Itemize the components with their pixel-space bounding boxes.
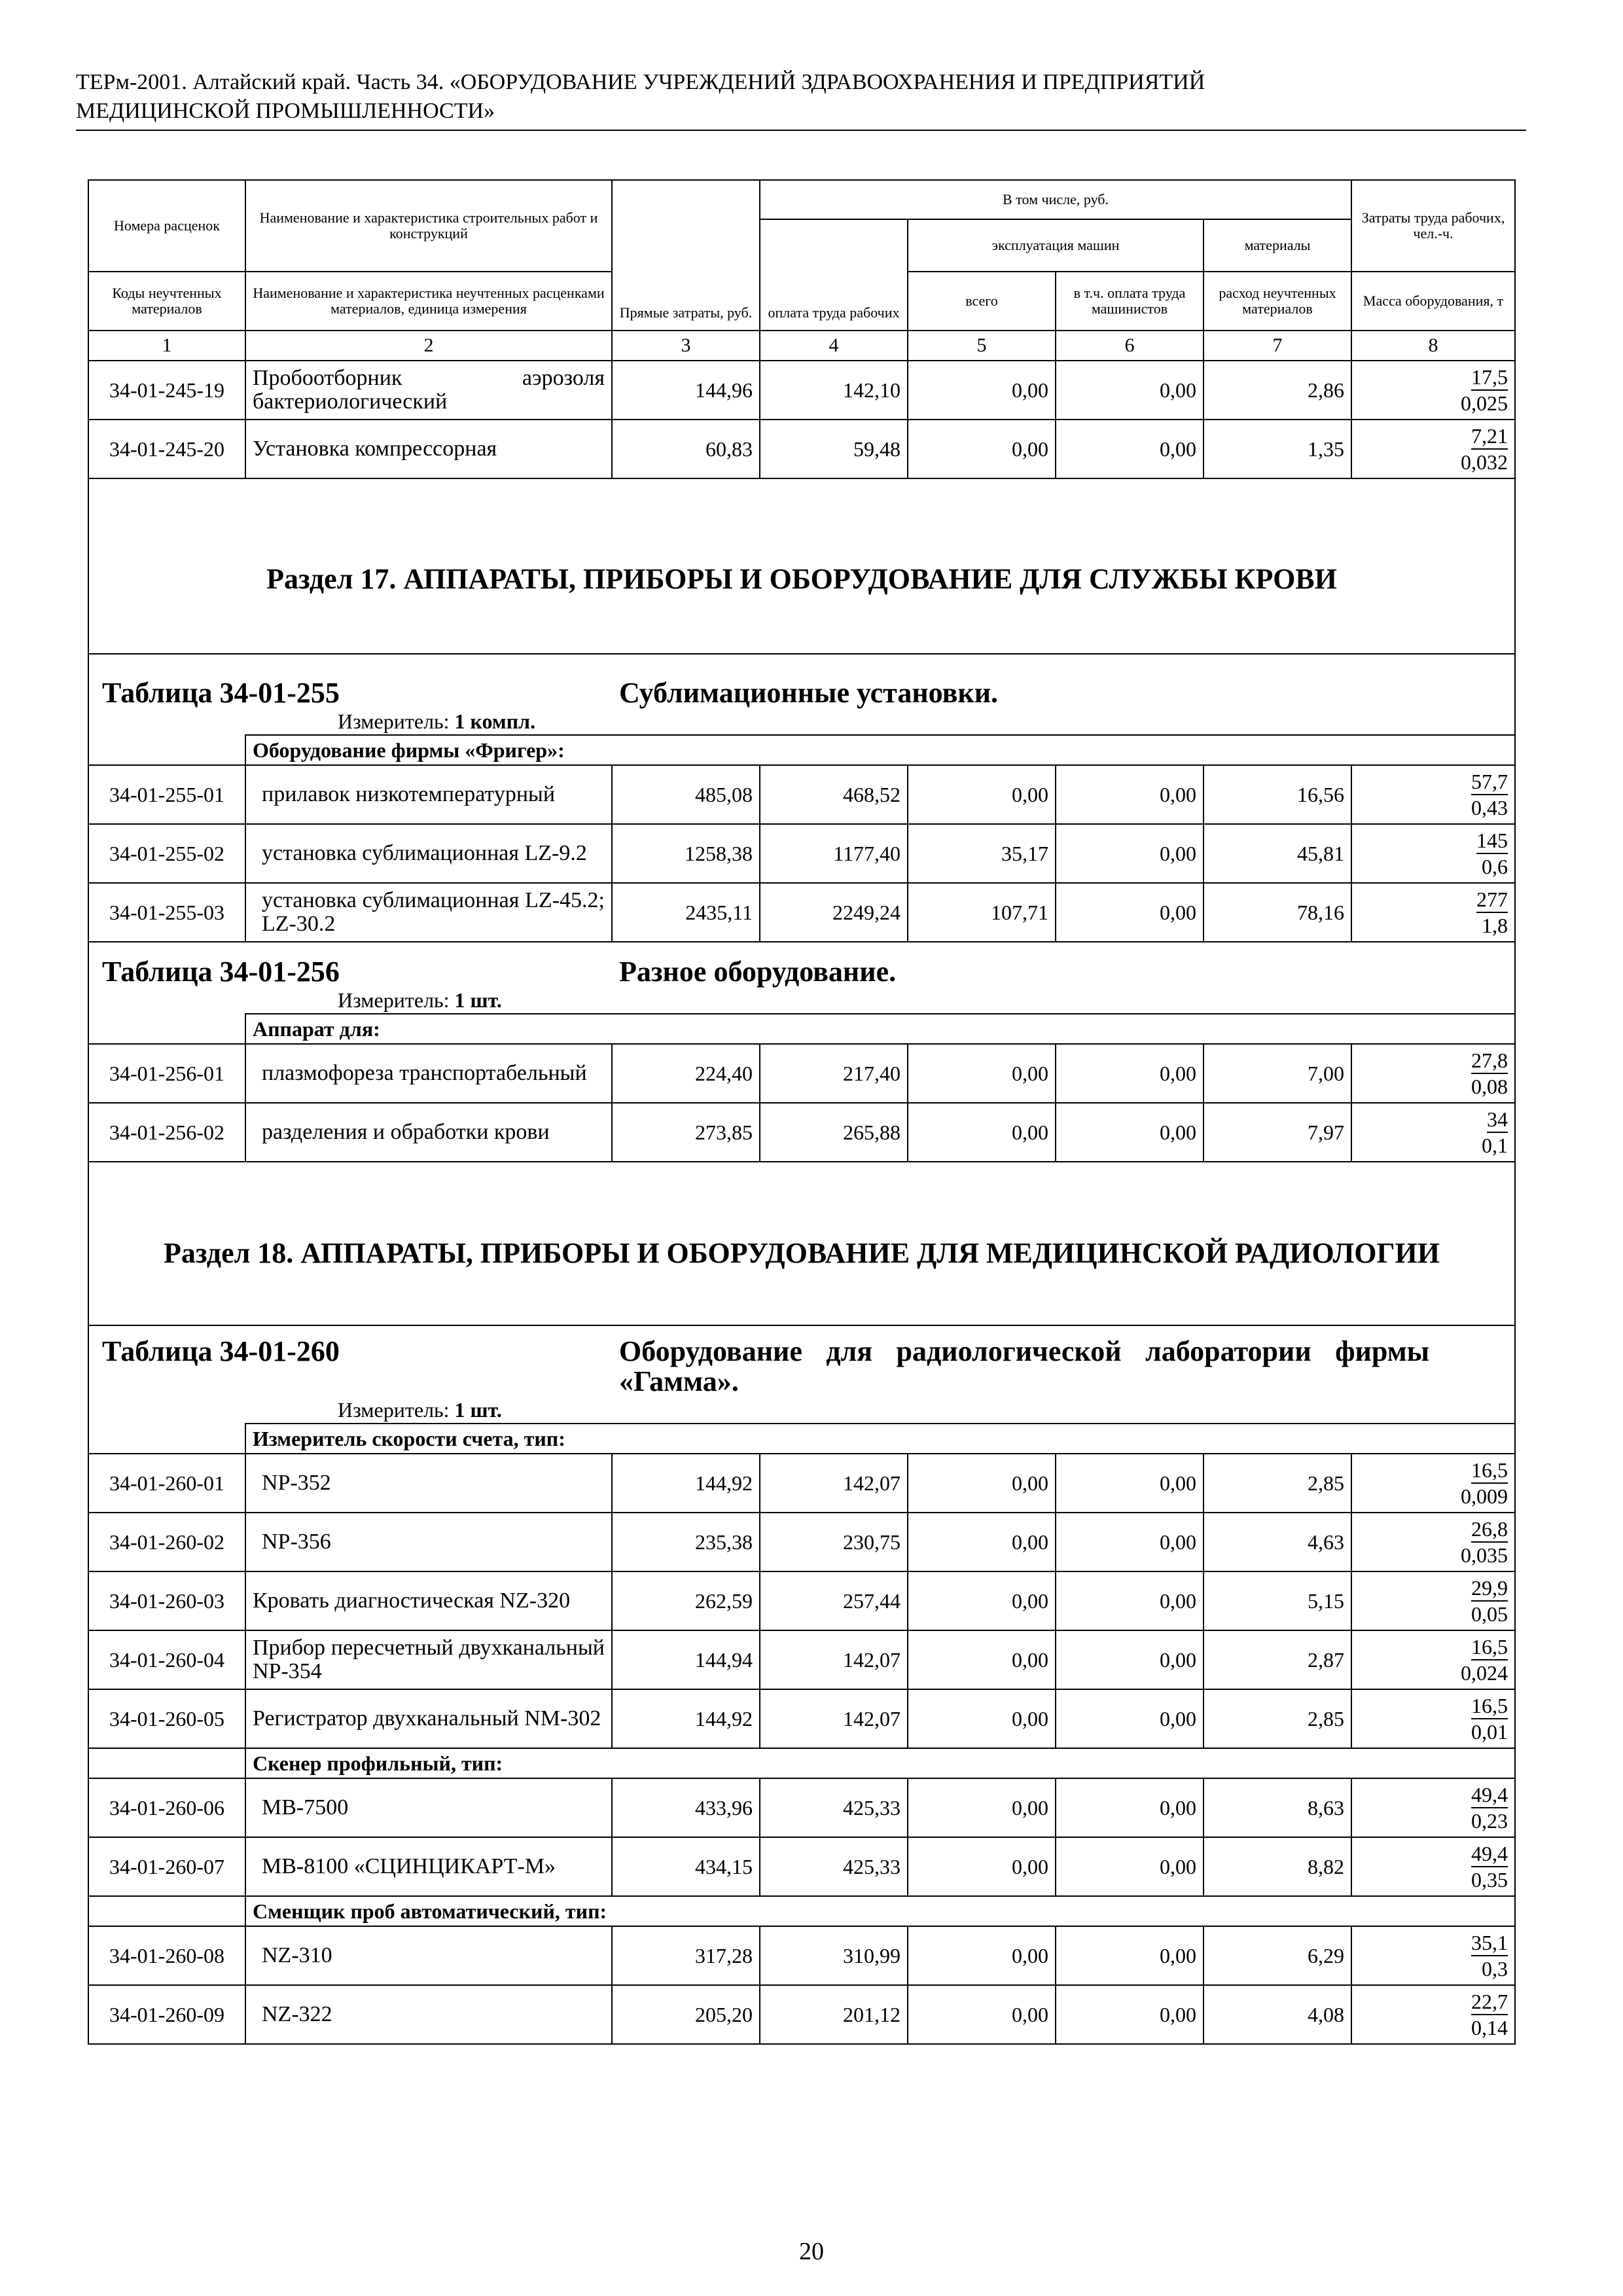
rate-code: 34-01-255-03 xyxy=(88,883,245,942)
equipment-mass: 0,6 xyxy=(1482,855,1508,878)
table-255-number: Таблица 34-01-255 xyxy=(102,677,340,709)
rate-name: Кровать диагностическая NZ-320 xyxy=(245,1571,612,1630)
group-label: Измеритель скорости счета, тип: xyxy=(245,1424,1515,1454)
equipment-mass: 0,23 xyxy=(1471,1809,1508,1833)
labor-mass-cell xyxy=(1351,824,1515,883)
table-row xyxy=(88,1926,1515,1985)
labor-hours: 27,8 xyxy=(1471,1048,1508,1074)
group-label: Оборудование фирмы «Фригер»: xyxy=(245,735,1515,765)
measure-value: 1 шт. xyxy=(454,988,502,1012)
col-6-header: в т.ч. оплата труда машинистов xyxy=(1056,272,1204,331)
labor-pay: 142,07 xyxy=(760,1454,908,1513)
equipment-mass: 0,05 xyxy=(1471,1602,1508,1626)
labor-mass-cell xyxy=(1351,1571,1515,1630)
machines-total: 0,00 xyxy=(908,1044,1056,1103)
materials: 45,81 xyxy=(1204,824,1351,883)
table-260-measure xyxy=(89,1397,1514,1423)
labor-hours: 16,5 xyxy=(1471,1693,1508,1719)
page-number: 20 xyxy=(799,2238,824,2265)
equipment-mass: 0,009 xyxy=(1461,1484,1508,1508)
rate-name: NZ-310 xyxy=(245,1926,612,1985)
machines-total: 0,00 xyxy=(908,1513,1056,1571)
machines-total: 35,17 xyxy=(908,824,1056,883)
blank-cell xyxy=(88,1014,245,1044)
operator-pay: 0,00 xyxy=(1056,765,1204,824)
blank-cell xyxy=(88,1748,245,1778)
direct-cost: 144,96 xyxy=(612,361,760,420)
materials: 2,85 xyxy=(1204,1454,1351,1513)
table-row xyxy=(88,1778,1515,1837)
rate-name: Установка компрессорная xyxy=(245,420,612,478)
equipment-mass: 0,032 xyxy=(1461,450,1508,474)
rate-name: NP-356 xyxy=(245,1513,612,1571)
col-5-header: всего xyxy=(908,272,1056,331)
rate-name: плазмофореза транспортабельный xyxy=(245,1044,612,1103)
direct-cost: 205,20 xyxy=(612,1985,760,2044)
rate-name: NZ-322 xyxy=(245,1985,612,2044)
direct-cost: 224,40 xyxy=(612,1044,760,1103)
materials: 2,85 xyxy=(1204,1689,1351,1748)
machines-total: 0,00 xyxy=(908,1630,1056,1689)
labor-pay: 2249,24 xyxy=(760,883,908,942)
operator-pay: 0,00 xyxy=(1056,1926,1204,1985)
direct-cost: 1258,38 xyxy=(612,824,760,883)
labor-mass-cell xyxy=(1351,1837,1515,1896)
labor-pay: 265,88 xyxy=(760,1103,908,1162)
equipment-mass: 1,8 xyxy=(1482,914,1508,937)
col-1-header-a: Номера расценок xyxy=(88,180,245,272)
col-2-header-a: Наименование и характеристика строительных работ и конструкций xyxy=(245,180,612,272)
measure-value: 1 шт. xyxy=(454,1398,502,1422)
equipment-mass: 0,035 xyxy=(1461,1543,1508,1567)
rate-name: Регистратор двухканальный NM-302 xyxy=(245,1689,612,1748)
labor-pay: 257,44 xyxy=(760,1571,908,1630)
labor-hours: 49,4 xyxy=(1471,1841,1508,1867)
col-num: 6 xyxy=(1056,331,1204,361)
labor-mass-cell xyxy=(1351,883,1515,942)
machines-total: 0,00 xyxy=(908,1689,1056,1748)
rate-code: 34-01-260-07 xyxy=(88,1837,245,1896)
equipment-mass: 0,3 xyxy=(1482,1957,1508,1981)
table-255-title: Сублимационные установки. xyxy=(619,677,999,709)
materials: 8,63 xyxy=(1204,1778,1351,1837)
rate-name: прилавок низкотемпературный xyxy=(245,765,612,824)
rate-code: 34-01-245-20 xyxy=(88,420,245,478)
table-row xyxy=(88,1689,1515,1748)
rate-code: 34-01-260-05 xyxy=(88,1689,245,1748)
materials: 5,15 xyxy=(1204,1571,1351,1630)
direct-cost: 2435,11 xyxy=(612,883,760,942)
rate-code: 34-01-260-04 xyxy=(88,1630,245,1689)
labor-hours: 17,5 xyxy=(1471,365,1508,391)
measure-label: Измеритель: xyxy=(338,709,450,733)
labor-pay: 217,40 xyxy=(760,1044,908,1103)
materials: 2,87 xyxy=(1204,1630,1351,1689)
machines-total: 0,00 xyxy=(908,1778,1056,1837)
rate-name: NP-352 xyxy=(245,1454,612,1513)
rate-name: MB-7500 xyxy=(245,1778,612,1837)
table-260-title: Оборудование для радиологической лаборатории фирмы «Гамма». xyxy=(619,1335,1430,1397)
table-row xyxy=(88,824,1515,883)
equipment-mass: 0,025 xyxy=(1461,391,1508,415)
operator-pay: 0,00 xyxy=(1056,824,1204,883)
rate-code: 34-01-260-01 xyxy=(88,1454,245,1513)
col-num: 1 xyxy=(88,331,245,361)
equipment-mass: 0,024 xyxy=(1461,1661,1508,1685)
machines-total: 0,00 xyxy=(908,1926,1056,1985)
direct-cost: 235,38 xyxy=(612,1513,760,1571)
direct-cost: 60,83 xyxy=(612,420,760,478)
labor-hours: 34 xyxy=(1487,1107,1508,1133)
group-label: Сменщик проб автоматический, тип: xyxy=(245,1896,1515,1926)
group-label: Аппарат для: xyxy=(245,1014,1515,1044)
materials: 4,08 xyxy=(1204,1985,1351,2044)
machines-total: 0,00 xyxy=(908,361,1056,420)
labor-hours: 57,7 xyxy=(1471,769,1508,795)
labor-pay: 468,52 xyxy=(760,765,908,824)
direct-cost: 317,28 xyxy=(612,1926,760,1985)
labor-pay: 142,07 xyxy=(760,1689,908,1748)
table-row xyxy=(88,1985,1515,2044)
rate-name: Пробоотборник аэрозоля бактериологический xyxy=(245,361,612,420)
direct-cost: 262,59 xyxy=(612,1571,760,1630)
operator-pay: 0,00 xyxy=(1056,1630,1204,1689)
col-8-header-a: Затраты труда рабочих, чел.-ч. xyxy=(1351,180,1515,272)
col-8-header-b: Масса оборудования, т xyxy=(1351,272,1515,331)
blank-cell xyxy=(88,1424,245,1454)
rate-code: 34-01-256-01 xyxy=(88,1044,245,1103)
col-2-header-b: Наименование и характеристика неучтенных расценками материалов, единица измерения xyxy=(245,272,612,331)
labor-pay: 59,48 xyxy=(760,420,908,478)
rate-code: 34-01-260-03 xyxy=(88,1571,245,1630)
materials: 4,63 xyxy=(1204,1513,1351,1571)
measure-label: Измеритель: xyxy=(338,1398,450,1422)
operator-pay: 0,00 xyxy=(1056,1689,1204,1748)
labor-pay: 1177,40 xyxy=(760,824,908,883)
labor-hours: 16,5 xyxy=(1471,1634,1508,1660)
table-256-title: Разное оборудование. xyxy=(619,956,897,988)
col-num: 8 xyxy=(1351,331,1515,361)
direct-cost: 144,92 xyxy=(612,1454,760,1513)
labor-pay: 142,10 xyxy=(760,361,908,420)
operator-pay: 0,00 xyxy=(1056,883,1204,942)
table-row xyxy=(88,1103,1515,1162)
rate-name: Прибор пересчетный двухканальный NP-354 xyxy=(245,1630,612,1689)
table-256-heading xyxy=(88,942,1515,1014)
materials: 2,86 xyxy=(1204,361,1351,420)
labor-pay: 310,99 xyxy=(760,1926,908,1985)
header-line-2: МЕДИЦИНСКОЙ ПРОМЫШЛЕННОСТИ» xyxy=(76,99,495,123)
labor-mass-cell xyxy=(1351,1985,1515,2044)
labor-pay: 201,12 xyxy=(760,1985,908,2044)
labor-hours: 26,8 xyxy=(1471,1516,1508,1543)
table-256-number: Таблица 34-01-256 xyxy=(102,956,340,988)
rate-name: установка сублимационная LZ-9.2 xyxy=(245,824,612,883)
section-18-title: Раздел 18. АППАРАТЫ, ПРИБОРЫ И ОБОРУДОВАНИЕ ДЛЯ МЕДИЦИНСКОЙ РАДИОЛОГИИ xyxy=(88,1162,1515,1325)
table-row xyxy=(88,1630,1515,1689)
machines-total: 107,71 xyxy=(908,883,1056,942)
measure-value: 1 компл. xyxy=(454,709,536,733)
labor-pay: 230,75 xyxy=(760,1513,908,1571)
equipment-mass: 0,08 xyxy=(1471,1075,1508,1098)
labor-pay: 142,07 xyxy=(760,1630,908,1689)
table-row xyxy=(88,765,1515,824)
rate-name: MB-8100 «СЦИНЦИКАРТ-М» xyxy=(245,1837,612,1896)
labor-mass-cell xyxy=(1351,765,1515,824)
rate-name: разделения и обработки крови xyxy=(245,1103,612,1162)
rate-code: 34-01-260-09 xyxy=(88,1985,245,2044)
blank-cell xyxy=(88,735,245,765)
equipment-mass: 0,14 xyxy=(1471,2016,1508,2039)
labor-mass-cell xyxy=(1351,1778,1515,1837)
table-row xyxy=(88,883,1515,942)
labor-mass-cell xyxy=(1351,420,1515,478)
rate-code: 34-01-260-06 xyxy=(88,1778,245,1837)
labor-mass-cell xyxy=(1351,1044,1515,1103)
table-row xyxy=(88,1513,1515,1571)
table-row xyxy=(88,1837,1515,1896)
machines-header: эксплуатация машин xyxy=(908,219,1204,272)
machines-total: 0,00 xyxy=(908,1571,1056,1630)
rates-table xyxy=(88,179,1516,2045)
materials: 1,35 xyxy=(1204,420,1351,478)
rate-code: 34-01-245-19 xyxy=(88,361,245,420)
materials: 7,97 xyxy=(1204,1103,1351,1162)
section-17-title: Раздел 17. АППАРАТЫ, ПРИБОРЫ И ОБОРУДОВАНИЕ ДЛЯ СЛУЖБЫ КРОВИ xyxy=(88,478,1515,654)
col-3-header: Прямые затраты, руб. xyxy=(612,180,760,331)
labor-mass-cell xyxy=(1351,1926,1515,1985)
col-num: 4 xyxy=(760,331,908,361)
operator-pay: 0,00 xyxy=(1056,1454,1204,1513)
equipment-mass: 0,1 xyxy=(1482,1134,1508,1157)
labor-mass-cell xyxy=(1351,361,1515,420)
col-num: 2 xyxy=(245,331,612,361)
direct-cost: 273,85 xyxy=(612,1103,760,1162)
table-row xyxy=(88,361,1515,420)
table-row xyxy=(88,1044,1515,1103)
rate-name: установка сублимационная LZ-45.2; LZ-30.2 xyxy=(245,883,612,942)
table-row xyxy=(88,1571,1515,1630)
col-1-header-b: Коды неучтенных материалов xyxy=(88,272,245,331)
materials: 8,82 xyxy=(1204,1837,1351,1896)
machines-total: 0,00 xyxy=(908,1103,1056,1162)
col-num: 5 xyxy=(908,331,1056,361)
rate-code: 34-01-260-08 xyxy=(88,1926,245,1985)
equipment-mass: 0,01 xyxy=(1471,1720,1508,1744)
labor-mass-cell xyxy=(1351,1454,1515,1513)
table-256-measure xyxy=(89,987,1514,1013)
labor-mass-cell xyxy=(1351,1630,1515,1689)
col-7-header: расход неучтенных материалов xyxy=(1204,272,1351,331)
col-num: 3 xyxy=(612,331,760,361)
header-rule xyxy=(76,130,1526,131)
labor-hours: 29,9 xyxy=(1471,1575,1508,1602)
materials: 16,56 xyxy=(1204,765,1351,824)
equipment-mass: 0,43 xyxy=(1471,796,1508,819)
col-4-header: оплата труда рабочих xyxy=(760,219,908,331)
operator-pay: 0,00 xyxy=(1056,1778,1204,1837)
machines-total: 0,00 xyxy=(908,420,1056,478)
col-num: 7 xyxy=(1204,331,1351,361)
rate-code: 34-01-255-01 xyxy=(88,765,245,824)
table-row xyxy=(88,1454,1515,1513)
rate-code: 34-01-256-02 xyxy=(88,1103,245,1162)
labor-hours: 35,1 xyxy=(1471,1930,1508,1956)
materials: 78,16 xyxy=(1204,883,1351,942)
direct-cost: 434,15 xyxy=(612,1837,760,1896)
labor-hours: 277 xyxy=(1476,887,1508,913)
labor-hours: 7,21 xyxy=(1471,423,1508,450)
operator-pay: 0,00 xyxy=(1056,1985,1204,2044)
direct-cost: 144,92 xyxy=(612,1689,760,1748)
labor-hours: 16,5 xyxy=(1471,1458,1508,1484)
operator-pay: 0,00 xyxy=(1056,1044,1204,1103)
operator-pay: 0,00 xyxy=(1056,1571,1204,1630)
blank-cell xyxy=(88,1896,245,1926)
direct-cost: 433,96 xyxy=(612,1778,760,1837)
labor-hours: 49,4 xyxy=(1471,1782,1508,1808)
page-header xyxy=(76,68,1526,126)
rate-code: 34-01-255-02 xyxy=(88,824,245,883)
header-line-1: ТЕРм-2001. Алтайский край. Часть 34. «ОБОРУДОВАНИЕ УЧРЕЖДЕНИЙ ЗДРАВООХРАНЕНИЯ И ПРЕДПРИЯТИЙ xyxy=(76,70,1205,94)
machines-total: 0,00 xyxy=(908,1837,1056,1896)
machines-total: 0,00 xyxy=(908,1454,1056,1513)
operator-pay: 0,00 xyxy=(1056,361,1204,420)
labor-pay: 425,33 xyxy=(760,1778,908,1837)
direct-cost: 485,08 xyxy=(612,765,760,824)
machines-total: 0,00 xyxy=(908,765,1056,824)
measure-label: Измеритель: xyxy=(338,988,450,1012)
group-label: Скенер профильный, тип: xyxy=(245,1748,1515,1778)
table-255-heading xyxy=(88,654,1515,735)
column-numbers-row xyxy=(88,331,1515,361)
materials: 7,00 xyxy=(1204,1044,1351,1103)
direct-cost: 144,94 xyxy=(612,1630,760,1689)
materials-header: материалы xyxy=(1204,219,1351,272)
labor-mass-cell xyxy=(1351,1689,1515,1748)
table-260-number: Таблица 34-01-260 xyxy=(102,1335,340,1367)
labor-mass-cell xyxy=(1351,1103,1515,1162)
operator-pay: 0,00 xyxy=(1056,420,1204,478)
machines-total: 0,00 xyxy=(908,1985,1056,2044)
rate-code: 34-01-260-02 xyxy=(88,1513,245,1571)
labor-pay: 425,33 xyxy=(760,1837,908,1896)
labor-hours: 145 xyxy=(1476,828,1508,854)
equipment-mass: 0,35 xyxy=(1471,1868,1508,1892)
table-260-heading xyxy=(88,1325,1515,1424)
labor-mass-cell xyxy=(1351,1513,1515,1571)
labor-hours: 22,7 xyxy=(1471,1989,1508,2015)
incl-header: В том числе, руб. xyxy=(760,180,1351,219)
operator-pay: 0,00 xyxy=(1056,1837,1204,1896)
materials: 6,29 xyxy=(1204,1926,1351,1985)
operator-pay: 0,00 xyxy=(1056,1103,1204,1162)
table-row xyxy=(88,420,1515,478)
table-255-measure xyxy=(89,708,1514,734)
operator-pay: 0,00 xyxy=(1056,1513,1204,1571)
